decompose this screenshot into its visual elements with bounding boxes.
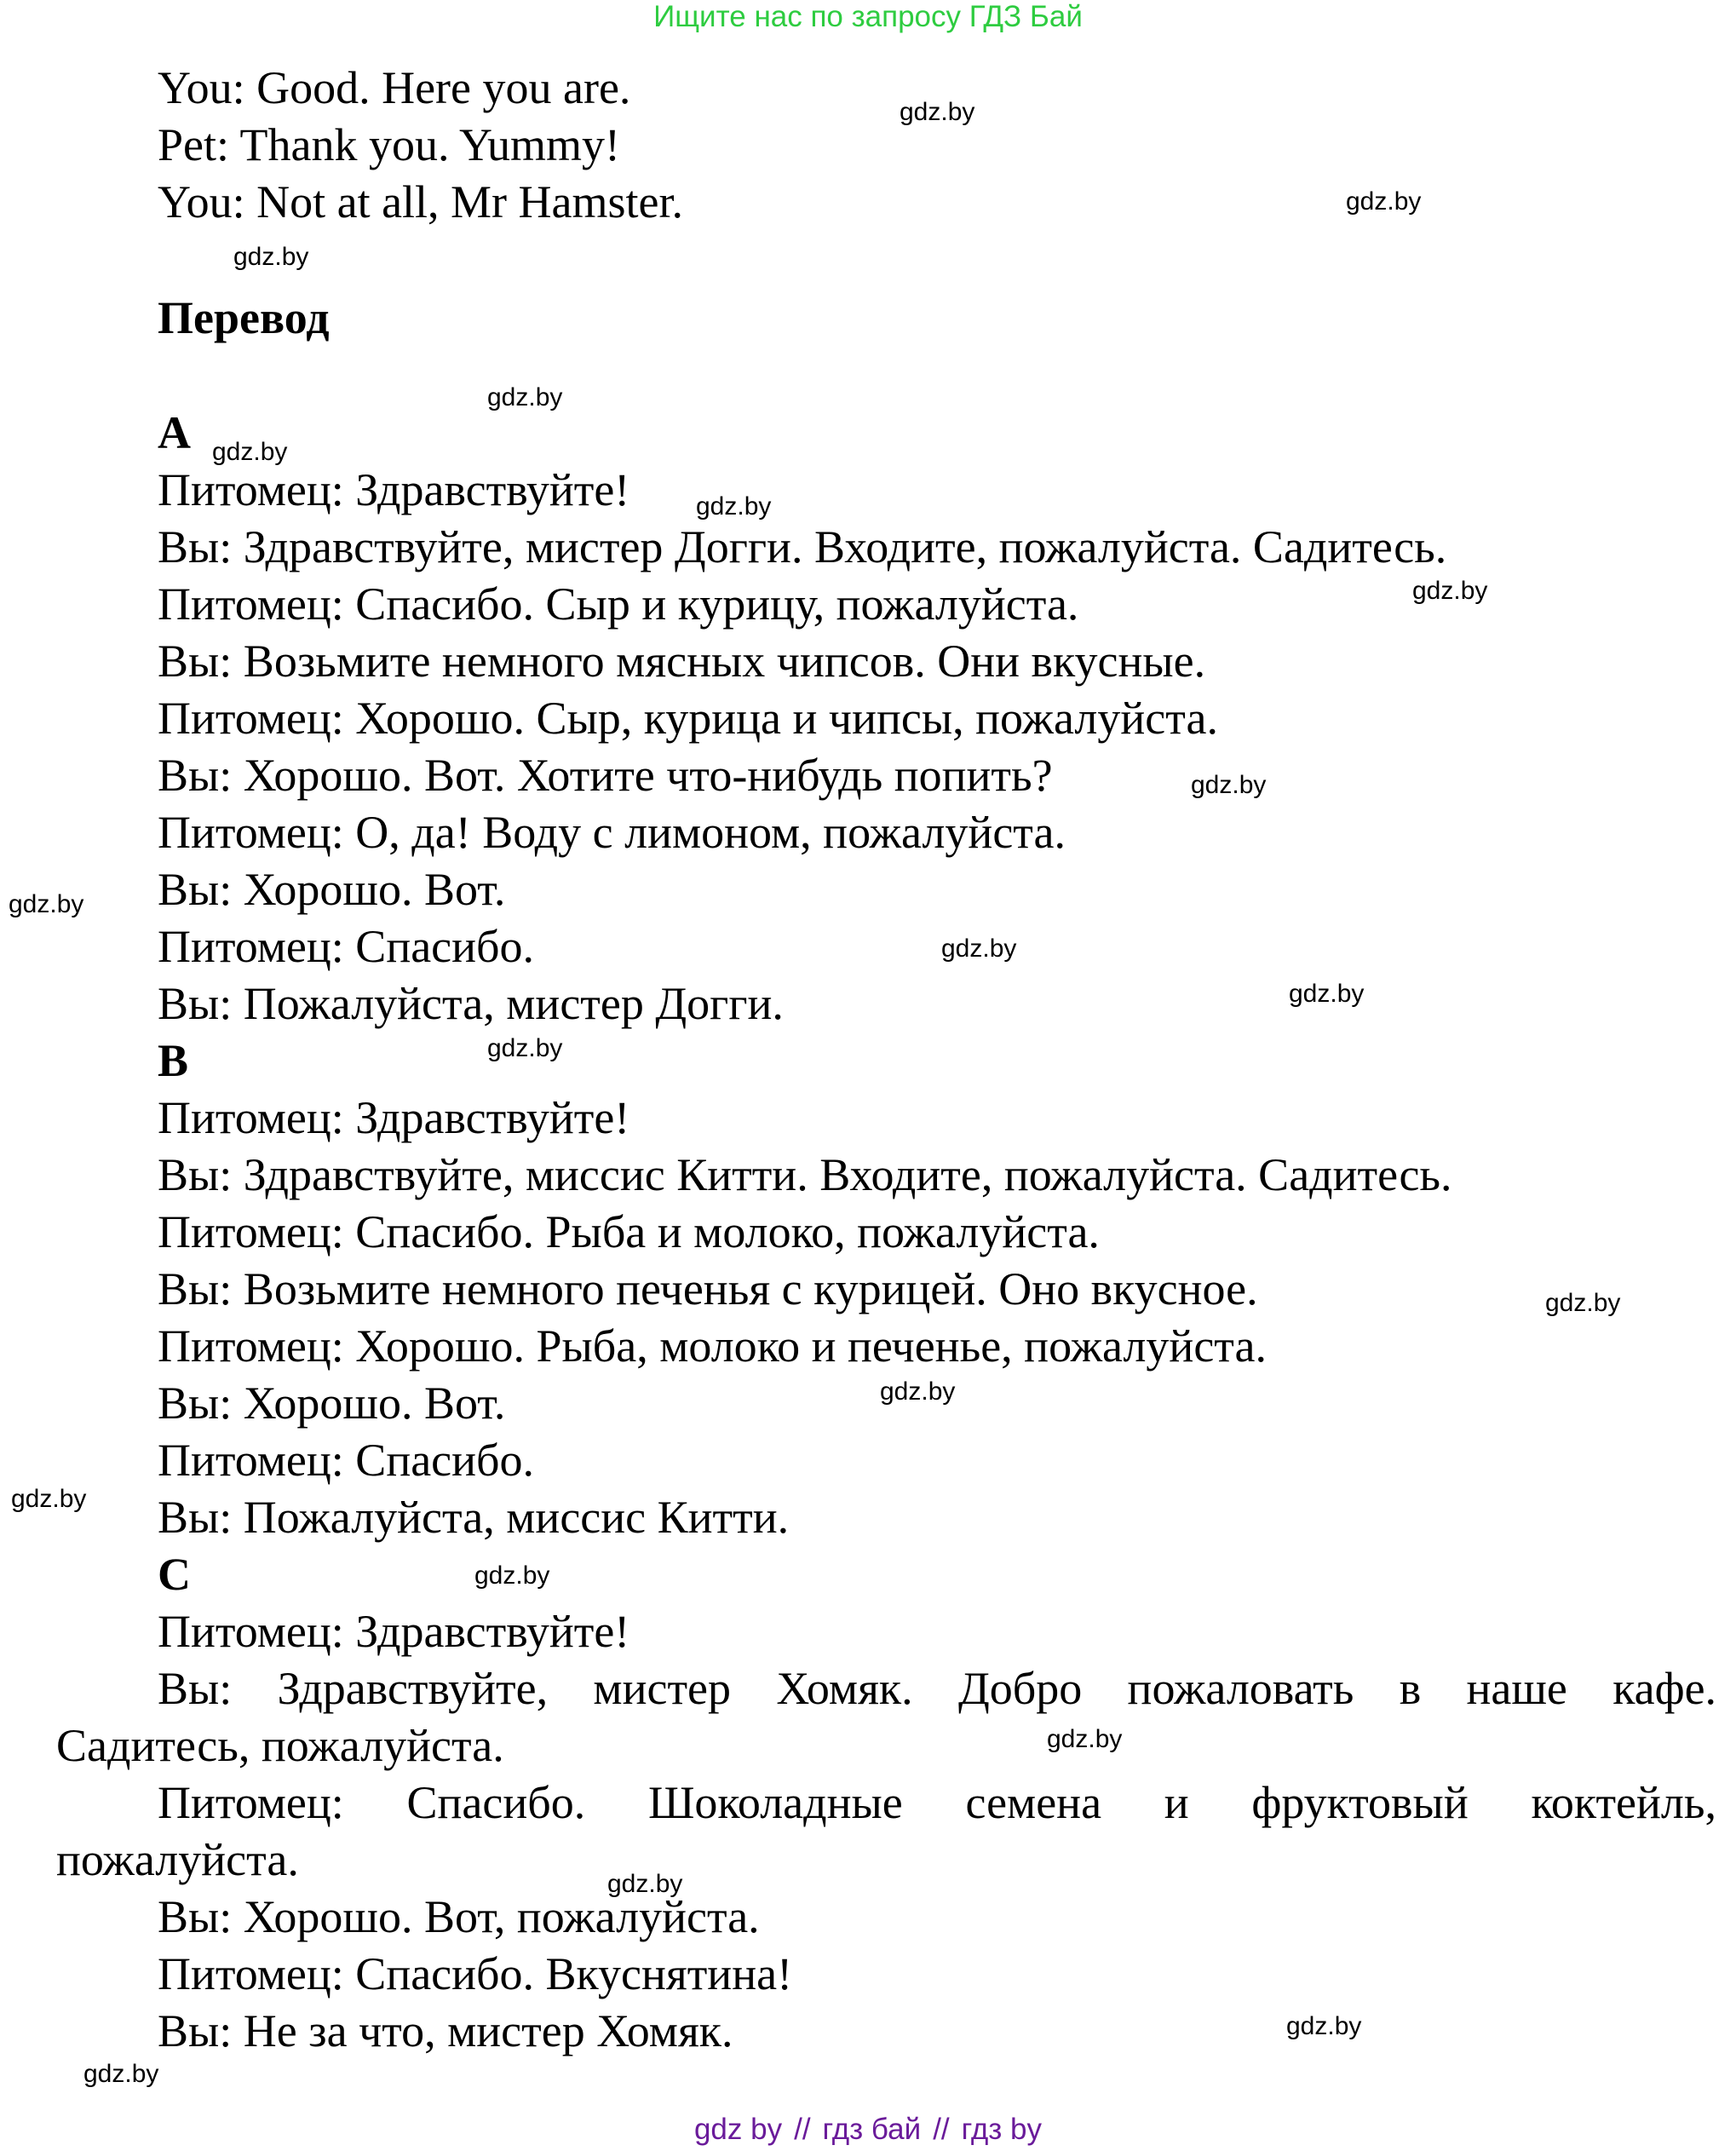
section-c-justified-line: Питомец: Спасибо. Шоколадные семена и фруктовый коктейль,: [158, 1777, 1716, 1828]
dialogue-line: Pet: Thank you. Yummy!: [158, 119, 620, 170]
section-a-line: Вы: Хорошо. Вот.: [158, 864, 506, 915]
watermark: gdz.by: [212, 438, 288, 466]
footer-link-gdz-by[interactable]: gdz by: [693, 2113, 783, 2146]
section-a-line: Питомец: Здравствуйте!: [158, 464, 630, 515]
section-a-label: A: [158, 407, 191, 458]
section-a-line: Вы: Пожалуйста, мистер Догги.: [158, 978, 784, 1029]
section-b-label: B: [158, 1035, 189, 1086]
section-b-line: Вы: Хорошо. Вот.: [158, 1377, 506, 1429]
translation-heading: Перевод: [158, 292, 330, 343]
section-b-line: Питомец: Здравствуйте!: [158, 1092, 630, 1143]
section-b-line: Питомец: Хорошо. Рыба, молоко и печенье, пожалуйста.: [158, 1320, 1268, 1372]
dialogue-line: You: Good. Here you are.: [158, 62, 631, 113]
footer-separator: //: [794, 2113, 811, 2146]
search-hint-link[interactable]: Ищите нас по запросу ГДЗ Бай: [653, 0, 1083, 33]
section-c-line-continuation: Садитесь, пожалуйста.: [56, 1720, 504, 1771]
section-a-line: Питомец: Спасибо. Сыр и курицу, пожалуйста.: [158, 578, 1079, 630]
watermark: gdz.by: [11, 1485, 87, 1513]
section-a-line: Вы: Здравствуйте, мистер Догги. Входите, пожалуйста. Садитесь.: [158, 521, 1447, 572]
watermark: gdz.by: [1191, 771, 1267, 799]
watermark: gdz.by: [696, 492, 772, 520]
section-c-label: C: [158, 1549, 191, 1600]
watermark: gdz.by: [1412, 577, 1488, 605]
section-c-line-continuation: пожалуйста.: [56, 1834, 299, 1885]
section-b-line: Вы: Возьмите немного печенья с курицей. Оно вкусное.: [158, 1263, 1258, 1314]
watermark: gdz.by: [233, 243, 309, 271]
section-a-line: Вы: Хорошо. Вот. Хотите что-нибудь попить?: [158, 750, 1053, 801]
footer-link-gdz-by-cyr[interactable]: гдз by: [961, 2113, 1043, 2146]
section-c-line: Питомец: Спасибо. Вкуснятина!: [158, 1948, 793, 1999]
watermark: gdz.by: [1289, 980, 1365, 1008]
watermark: gdz.by: [900, 98, 975, 126]
watermark: gdz.by: [487, 1034, 563, 1062]
watermark: gdz.by: [1346, 187, 1422, 216]
footer-separator: //: [933, 2113, 950, 2146]
watermark: gdz.by: [474, 1561, 550, 1590]
section-a-line: Вы: Возьмите немного мясных чипсов. Они вкусные.: [158, 636, 1206, 687]
watermark: gdz.by: [9, 890, 84, 918]
section-a-line: Питомец: Спасибо.: [158, 921, 535, 972]
footer-link-gdz-bai[interactable]: гдз бай: [822, 2113, 922, 2146]
section-c-line: Вы: Не за что, мистер Хомяк.: [158, 2005, 733, 2056]
watermark: gdz.by: [1047, 1725, 1123, 1753]
watermark: gdz.by: [880, 1377, 956, 1406]
section-b-line: Вы: Здравствуйте, миссис Китти. Входите, пожалуйста. Садитесь.: [158, 1149, 1452, 1200]
watermark: gdz.by: [1545, 1289, 1621, 1317]
dialogue-line: You: Not at all, Mr Hamster.: [158, 176, 683, 227]
watermark: gdz.by: [83, 2060, 159, 2088]
section-c-line: Вы: Хорошо. Вот, пожалуйста.: [158, 1891, 760, 1942]
section-b-line: Вы: Пожалуйста, миссис Китти.: [158, 1492, 790, 1543]
watermark: gdz.by: [1286, 2012, 1362, 2040]
section-c-justified-line: Вы: Здравствуйте, мистер Хомяк. Добро пожаловать в наше кафе.: [158, 1663, 1717, 1714]
watermark: gdz.by: [607, 1870, 683, 1898]
section-b-line: Питомец: Спасибо. Рыба и молоко, пожалуйста.: [158, 1206, 1100, 1257]
footer-links: [0, 2113, 1736, 2147]
section-b-line: Питомец: Спасибо.: [158, 1435, 535, 1486]
section-a-line: Питомец: Хорошо. Сыр, курица и чипсы, пожалуйста.: [158, 693, 1218, 744]
section-c-line: Питомец: Здравствуйте!: [158, 1606, 630, 1657]
watermark: gdz.by: [487, 383, 563, 411]
section-a-line: Питомец: О, да! Воду с лимоном, пожалуйста.: [158, 807, 1066, 858]
watermark: gdz.by: [941, 935, 1017, 963]
